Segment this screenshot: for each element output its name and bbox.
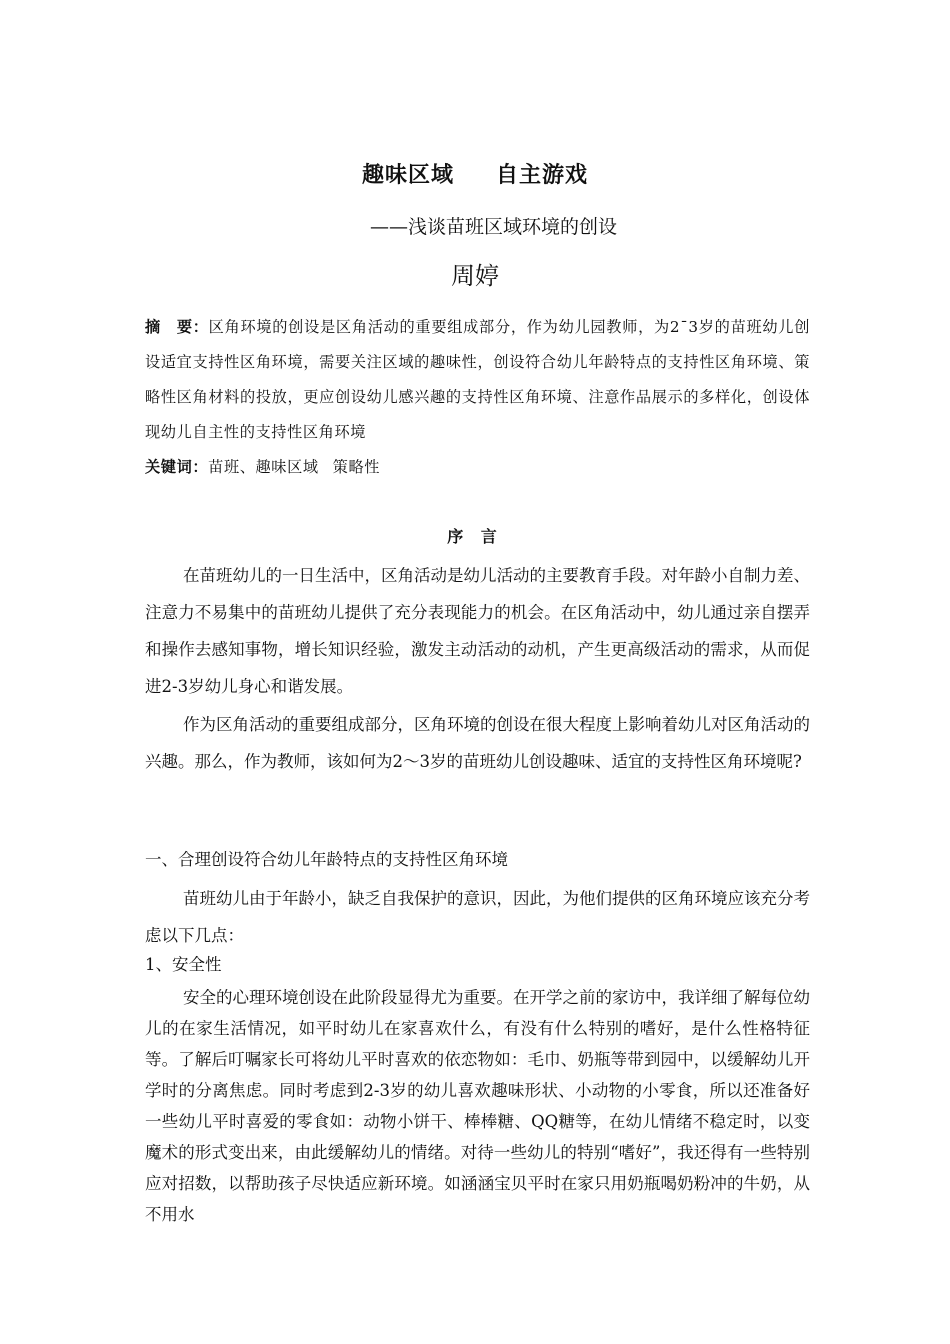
section-paragraph-1: 苗班幼儿由于年龄小，缺乏自我保护的意识，因此，为他们提供的区角环境应该充分考虑以下几点： xyxy=(145,889,810,945)
abstract-text: 区角环境的创设是区角活动的重要组成部分，作为幼儿园教师，为2¯3岁的苗班幼儿创设适宜支持性区角环境，需要关注区域的趣味性，创设符合幼儿年龄特点的支持性区角环境、策略性区角材料的投放，更应创设幼儿感兴趣的支持性区角环境、注意作品展示的多样化，创设体现幼儿自主性的支持性区角环境 xyxy=(145,318,810,441)
preface-paragraph-2: 作为区角活动的重要组成部分，区角环境的创设在很大程度上影响着幼儿对区角活动的兴趣。那么，作为教师，该如何为2～3岁的苗班幼儿创设趣味、适宜的支持性区角环境呢? xyxy=(145,715,810,771)
abstract-block xyxy=(145,310,810,450)
document-title xyxy=(0,158,950,189)
author-name: 周婷 xyxy=(451,262,499,290)
document-subtitle: ——浅谈苗班区域环境的创设 xyxy=(370,216,618,238)
abstract-label: 摘 要： xyxy=(145,318,209,336)
title-part-2: 自主游戏 xyxy=(496,163,589,188)
subsection-heading-safety: 1、安全性 xyxy=(145,955,222,974)
keywords-block xyxy=(145,452,810,482)
safety-paragraph: 安全的心理环境创设在此阶段显得尤为重要。在开学之前的家访中，我详细了解每位幼儿的在家生活情况，如平时幼儿在家喜欢什么，有没有什么特别的嗜好，是什么性格特征等。了解后叮嘱家长可将幼儿平时喜欢的依恋物如：毛巾、奶瓶等带到园中，以缓解幼儿开学时的分离焦虑。同时考虑到2-3岁的幼儿喜欢趣味形状、小动物的小零食，所以还准备好一些幼儿平时喜爱的零食如：动物小饼干、棒棒糖、QQ糖等，在幼儿情绪不稳定时，以变魔术的形式变出来，由此缓解幼儿的情绪。对待一些幼儿的特别“嗜好”，我还得有一些特别应对招数，以帮助孩子尽快适应新环境。如涵涵宝贝平时在家只用奶瓶喝奶粉冲的牛奶，从不用水 xyxy=(145,988,810,1224)
title-part-1: 趣味区域 xyxy=(361,163,454,188)
preface-paragraph-1: 在苗班幼儿的一日生活中，区角活动是幼儿活动的主要教育手段。对年龄小自制力差、注意力不易集中的苗班幼儿提供了充分表现能力的机会。在区角活动中，幼儿通过亲自摆弄和操作去感知事物，增长知识经验，激发主动活动的动机，产生更高级活动的需求，从而促进2-3岁幼儿身心和谐发展。 xyxy=(145,566,810,696)
preface-heading: 序 言 xyxy=(447,527,503,546)
keywords-text-2: 策略性 xyxy=(332,458,381,476)
keywords-label: 关键词： xyxy=(145,458,209,476)
section-heading-1: 一、合理创设符合幼儿年龄特点的支持性区角环境 xyxy=(145,850,508,869)
keywords-text-1: 苗班、趣味区域 xyxy=(208,458,319,476)
